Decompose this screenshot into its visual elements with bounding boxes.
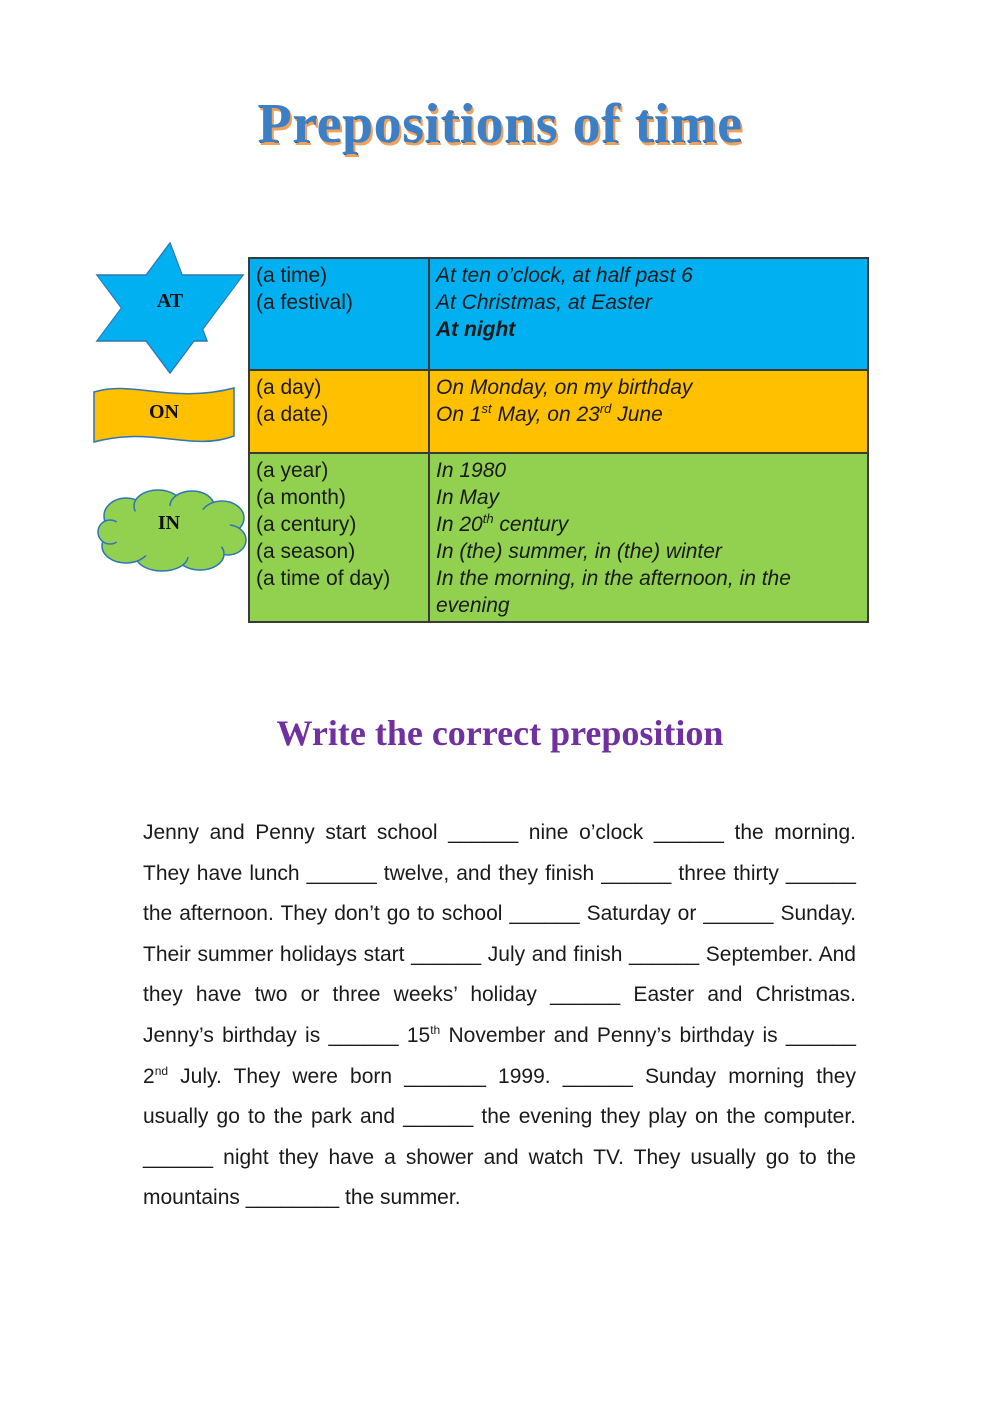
in-example-3: In 20th century xyxy=(436,511,569,536)
in-cloud-shape xyxy=(96,488,250,572)
prepositions-table xyxy=(248,257,869,623)
in-label: IN xyxy=(157,512,181,534)
at-star-shape xyxy=(95,242,245,374)
in-example-5: In the morning, in the afternoon, in the evening xyxy=(436,567,791,617)
on-example-1: On Monday, on my birthday xyxy=(436,376,693,399)
table-row-at xyxy=(249,258,868,370)
in-use-year: (a year) xyxy=(256,459,329,482)
at-example-3: At night xyxy=(436,318,516,341)
in-example-2: In May xyxy=(436,486,500,509)
on-example-2: On 1st May, on 23rd June xyxy=(436,401,663,426)
table-row-on xyxy=(249,370,868,453)
on-use-date: (a date) xyxy=(256,403,329,426)
in-use-season: (a season) xyxy=(256,540,356,563)
at-use-festival: (a festival) xyxy=(256,291,353,314)
on-label: ON xyxy=(149,401,179,423)
in-uses-cell xyxy=(249,453,429,622)
in-examples-cell xyxy=(429,453,868,622)
on-examples-cell xyxy=(429,370,868,453)
at-examples-cell xyxy=(429,258,868,370)
at-example-2: At Christmas, at Easter xyxy=(436,291,652,314)
exercise-paragraph: Jenny and Penny start school ______ nine o’clock ______ the morning. They have lunch ______ twelve, and they finish ______ three thirty ______ the afternoon. They don’t go to school ______ Saturday or ______ Sunday. Their summer holidays start ______ July and finish ______ September. And they have two or three weeks’ holiday ______ Easter and Christmas. Jenny’s birthday is ______ 15th November and Penny’s birthday is ______ 2nd July. They were born _______ 1999. ______ Sunday morning they usually go to the park and ______ the evening they play on the computer. ______ night they have a shower and watch TV. They usually go to the mountains ________ the summer. xyxy=(143,821,856,1210)
page-title: Prepositions of time xyxy=(257,93,743,155)
in-use-month: (a month) xyxy=(256,486,346,509)
on-uses-cell xyxy=(249,370,429,453)
in-example-1: In 1980 xyxy=(436,459,507,482)
in-use-time-of-day: (a time of day) xyxy=(256,567,391,590)
at-use-time: (a time) xyxy=(256,264,328,287)
on-banner-shape xyxy=(92,384,236,448)
in-example-4: In (the) summer, in (the) winter xyxy=(436,540,722,563)
table-row-in xyxy=(249,453,868,622)
exercise-heading: Write the correct preposition xyxy=(276,713,724,753)
at-uses-cell xyxy=(249,258,429,370)
at-example-1: At ten o’clock, at half past 6 xyxy=(436,264,693,287)
at-label: AT xyxy=(156,290,184,312)
on-use-day: (a day) xyxy=(256,376,322,399)
in-use-century: (a century) xyxy=(256,513,357,536)
